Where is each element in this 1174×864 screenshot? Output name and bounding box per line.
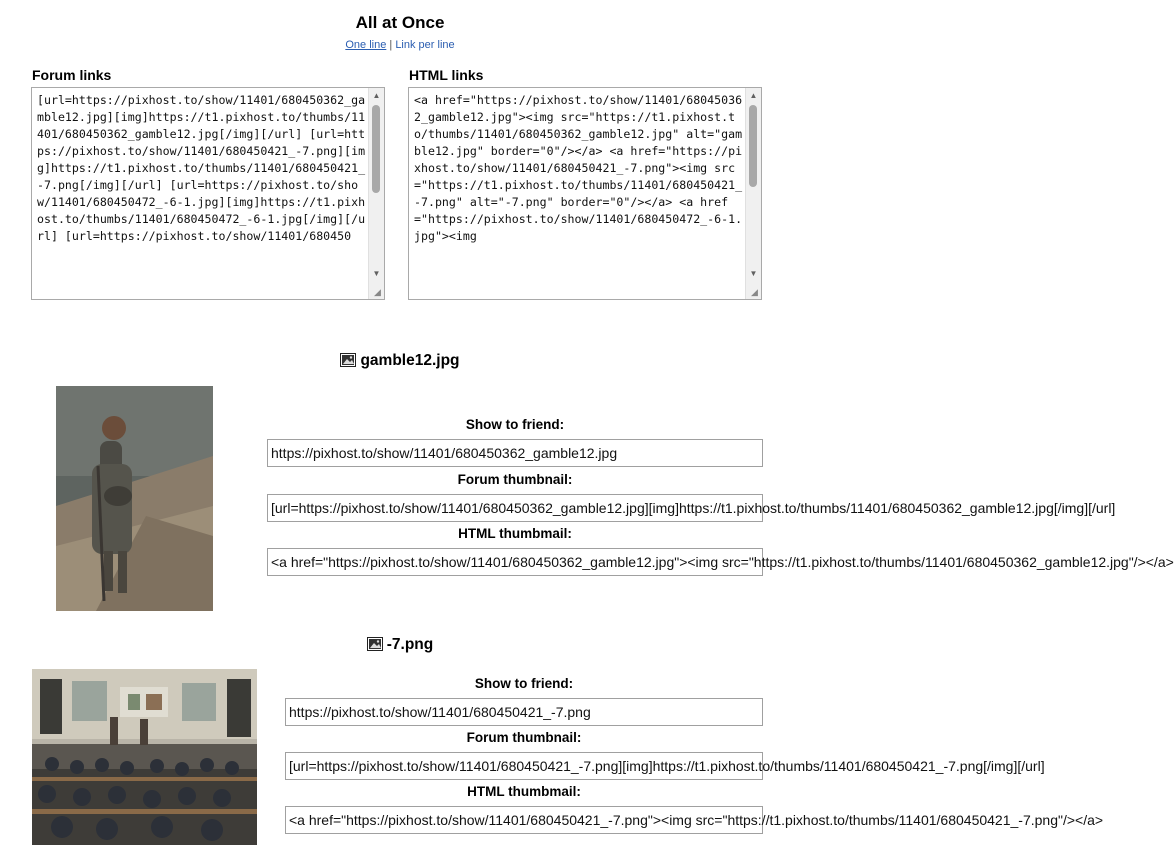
- forum-links-scrollbar[interactable]: [368, 88, 384, 299]
- html-links-text: <a href="https://pixhost.to/show/11401/680450362_gamble12.jpg"><img src="https://t1.pixhost.to/thumbs/11401/680450362_gamble12.jpg" alt="gamble12.jpg" border="0"/></a> <a href="https://pixhost.to/show/11401/680450421_-7.png"><img src="https://t1.pixhost.to/thumbs/11401/680450421_-7.png" alt="-7.png" border="0"/></a> <a href="https://pixhost.to/show/11401/680450472_-6-1.jpg"><img: [414, 93, 743, 243]
- mode-separator: |: [386, 39, 396, 51]
- html-thumbnail-input[interactable]: <a href="https://pixhost.to/show/11401/680450421_-7.png"><img src="https://t1.pixhost.to/thumbs/11401/680450421_-7.png"/></a>: [285, 806, 763, 834]
- show-to-friend-label: Show to friend:: [465, 417, 565, 432]
- show-to-friend-input[interactable]: https://pixhost.to/show/11401/680450421_-7.png: [285, 698, 763, 726]
- link-per-line-link[interactable]: Link per line: [395, 39, 455, 51]
- thumbnail-image[interactable]: [32, 669, 257, 845]
- image-file-icon: [367, 637, 383, 651]
- resize-grip-icon[interactable]: ◢: [374, 287, 381, 297]
- scroll-thumb[interactable]: [372, 105, 380, 193]
- html-thumbnail-label: HTML thumbmail:: [467, 784, 581, 799]
- image-title: [0, 352, 800, 370]
- image-file-icon: [340, 353, 356, 367]
- scroll-down-icon[interactable]: ▼: [749, 269, 758, 278]
- forum-thumbnail-input[interactable]: [url=https://pixhost.to/show/11401/680450421_-7.png][img]https://t1.pixhost.to/thumbs/11401/680450421_-7.png[/img][/url]: [285, 752, 763, 780]
- html-links-scrollbar[interactable]: [745, 88, 761, 299]
- one-line-link[interactable]: One line: [345, 39, 387, 51]
- html-thumbnail-label: HTML thumbmail:: [458, 526, 572, 541]
- resize-grip-icon[interactable]: ◢: [751, 287, 758, 297]
- image-title: [0, 636, 800, 654]
- thumbnail-image[interactable]: [56, 386, 213, 611]
- scroll-down-icon[interactable]: ▼: [372, 269, 381, 278]
- scroll-thumb[interactable]: [749, 105, 757, 187]
- show-to-friend-label: Show to friend:: [474, 676, 574, 691]
- forum-thumbnail-input[interactable]: [url=https://pixhost.to/show/11401/680450362_gamble12.jpg][img]https://t1.pixhost.to/thumbs/11401/680450362_gamble12.jpg[/img][/url]: [267, 494, 763, 522]
- html-thumbnail-input[interactable]: <a href="https://pixhost.to/show/11401/680450362_gamble12.jpg"><img src="https://t1.pixhost.to/thumbs/11401/680450362_gamble12.jpg"/></a>: [267, 548, 763, 576]
- forum-thumbnail-label: Forum thumbnail:: [457, 472, 573, 487]
- forum-links-text: [url=https://pixhost.to/show/11401/680450362_gamble12.jpg][img]https://t1.pixhost.to/thumbs/11401/680450362_gamble12.jpg[/img][/url] [url=https://pixhost.to/show/11401/680450421_-7.png][img]https://t1.pixhost.to/thumbs/11401/680450421_-7.png[/img][/url] [url=https://pixhost.to/show/11401/680450472_-6-1.jpg][img]https://t1.pixhost.to/thumbs/11401/680450472_-6-1.jpg[/img][/url] [url=https://pixhost.to/show/11401/680450: [37, 93, 366, 243]
- forum-links-label: Forum links: [32, 67, 112, 83]
- html-links-label: HTML links: [409, 67, 484, 83]
- link-mode-switcher: [0, 39, 800, 51]
- image-filename: -7.png: [386, 636, 434, 653]
- page-title: All at Once: [355, 13, 445, 32]
- forum-thumbnail-label: Forum thumbnail:: [466, 730, 582, 745]
- scroll-up-icon[interactable]: ▲: [749, 91, 758, 100]
- html-links-textarea[interactable]: [408, 87, 762, 300]
- show-to-friend-input[interactable]: https://pixhost.to/show/11401/680450362_gamble12.jpg: [267, 439, 763, 467]
- scroll-up-icon[interactable]: ▲: [372, 91, 381, 100]
- image-filename: gamble12.jpg: [360, 352, 460, 369]
- forum-links-textarea[interactable]: [31, 87, 385, 300]
